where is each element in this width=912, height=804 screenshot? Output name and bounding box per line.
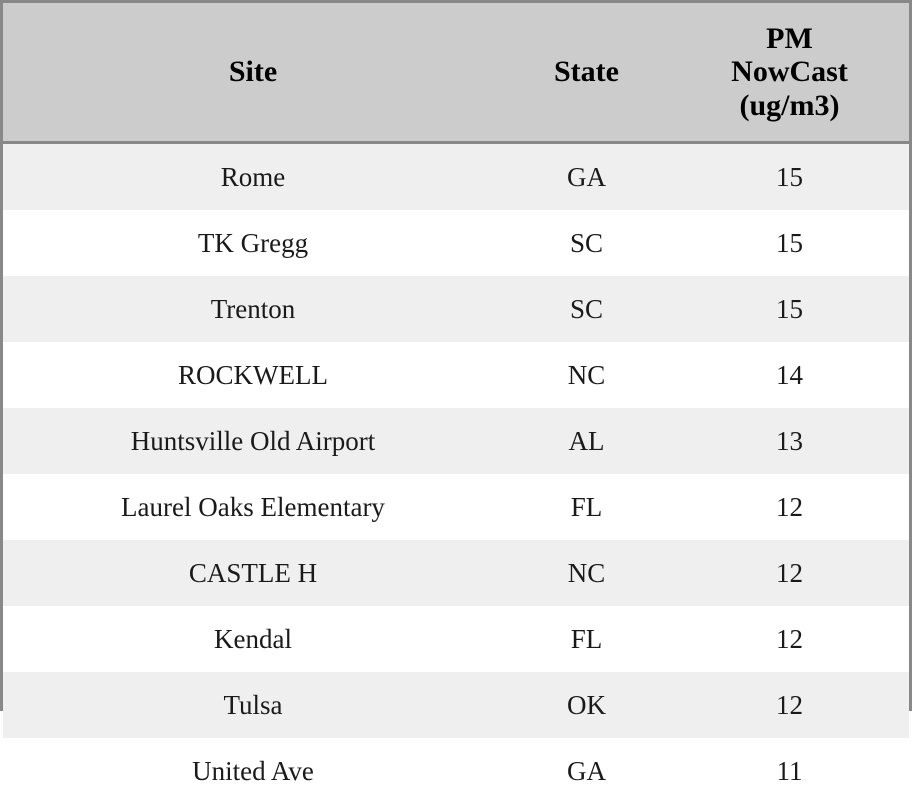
cell-site: Laurel Oaks Elementary	[3, 474, 503, 540]
table-body	[3, 143, 909, 804]
table-row	[3, 540, 909, 606]
column-header-pm-nowcast-line3: (ug/m3)	[740, 89, 840, 122]
table-row	[3, 672, 909, 738]
cell-site: ROCKWELL	[3, 342, 503, 408]
column-header-site-label: Site	[229, 55, 277, 88]
cell-site: Huntsville Old Airport	[3, 408, 503, 474]
column-header-state-label: State	[554, 55, 619, 88]
cell-state: FL	[503, 606, 670, 672]
table-row	[3, 276, 909, 342]
column-header-pm-nowcast	[670, 3, 909, 143]
pm-nowcast-table	[3, 3, 909, 804]
table-row	[3, 738, 909, 804]
column-header-pm-nowcast-line2: NowCast	[731, 55, 848, 88]
table-header	[3, 3, 909, 143]
table-row	[3, 606, 909, 672]
cell-pm-nowcast: 12	[670, 540, 909, 606]
table-row	[3, 342, 909, 408]
table-header-row	[3, 3, 909, 143]
cell-state: GA	[503, 143, 670, 211]
cell-state: OK	[503, 672, 670, 738]
table-row	[3, 408, 909, 474]
cell-pm-nowcast: 11	[670, 738, 909, 804]
cell-site: CASTLE H	[3, 540, 503, 606]
column-header-state	[503, 3, 670, 143]
cell-pm-nowcast: 12	[670, 474, 909, 540]
cell-site: Rome	[3, 143, 503, 211]
cell-state: NC	[503, 342, 670, 408]
cell-state: SC	[503, 276, 670, 342]
cell-site: Kendal	[3, 606, 503, 672]
cell-pm-nowcast: 14	[670, 342, 909, 408]
table-row	[3, 474, 909, 540]
cell-pm-nowcast: 15	[670, 276, 909, 342]
cell-pm-nowcast: 12	[670, 606, 909, 672]
table-row	[3, 210, 909, 276]
cell-state: GA	[503, 738, 670, 804]
cell-site: United Ave	[3, 738, 503, 804]
cell-site: TK Gregg	[3, 210, 503, 276]
cell-state: FL	[503, 474, 670, 540]
cell-state: SC	[503, 210, 670, 276]
cell-state: AL	[503, 408, 670, 474]
cell-site: Tulsa	[3, 672, 503, 738]
cell-pm-nowcast: 13	[670, 408, 909, 474]
cell-pm-nowcast: 15	[670, 143, 909, 211]
cell-state: NC	[503, 540, 670, 606]
column-header-site	[3, 3, 503, 143]
cell-pm-nowcast: 15	[670, 210, 909, 276]
cell-site: Trenton	[3, 276, 503, 342]
column-header-pm-nowcast-line1: PM	[766, 22, 813, 55]
table-row	[3, 143, 909, 211]
cell-pm-nowcast: 12	[670, 672, 909, 738]
